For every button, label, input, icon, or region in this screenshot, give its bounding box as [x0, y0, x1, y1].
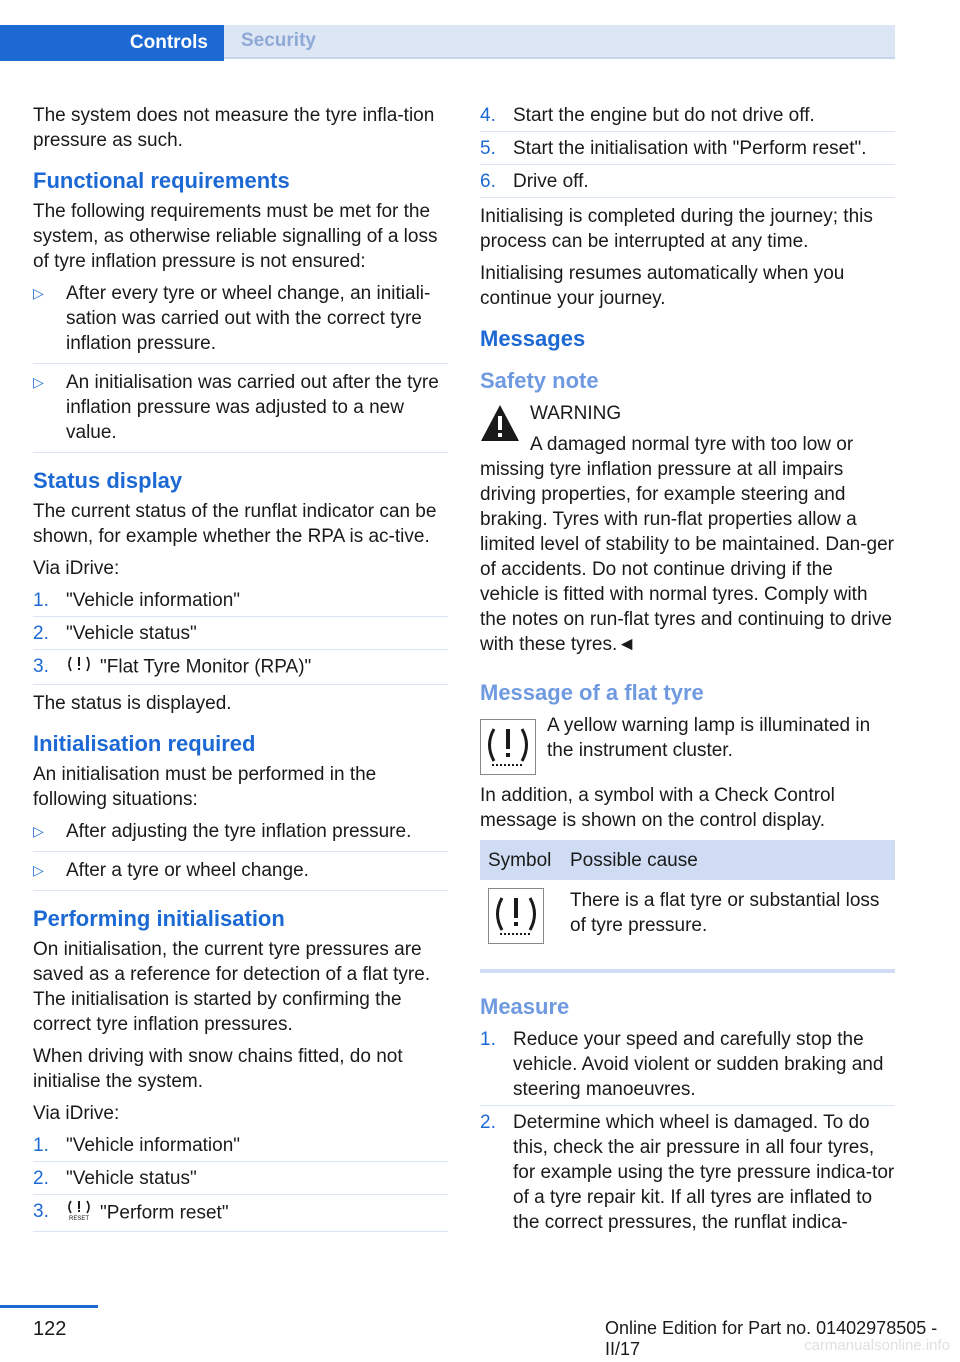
status-display-heading: Status display [33, 468, 183, 493]
functional-requirements-list [33, 281, 448, 453]
right-column [480, 103, 895, 1244]
list-item: ▷ After every tyre or wheel change, an initiali-sation was carried out with the correct tyre inflation pressure. [33, 281, 448, 364]
table-divider [480, 969, 895, 973]
status-result: The status is displayed. [33, 693, 232, 714]
table-cell-symbol [480, 880, 562, 959]
step-number: 6. [480, 171, 496, 192]
step-text: Drive off. [513, 171, 589, 192]
list-item [33, 621, 448, 650]
symbol-table [480, 840, 895, 959]
list-item [33, 1166, 448, 1195]
initialisation-required-heading: Initialisation required [33, 731, 256, 756]
step-text: Start the initialisation with "Perform reset". [513, 138, 867, 159]
table-header-symbol: Symbol [480, 840, 562, 880]
list-item [33, 1199, 448, 1232]
flat-tyre-symbol-icon [488, 928, 544, 949]
measure-heading: Measure [480, 994, 570, 1019]
list-item: ▷ After a tyre or wheel change. [33, 858, 448, 891]
step-text: "Vehicle information" [66, 1135, 241, 1156]
performing-initialisation-heading: Performing initialisation [33, 906, 285, 931]
safety-note-heading: Safety note [480, 368, 599, 393]
step-number: 1. [33, 590, 49, 611]
list-item [480, 1110, 895, 1238]
flat-tyre-warning-lamp-icon [480, 719, 536, 782]
list-item [480, 1027, 895, 1106]
step-text: "Perform reset" [100, 1202, 229, 1224]
list-item [480, 136, 895, 165]
check-control-text: In addition, a symbol with a Check Control message is shown on the control display. [480, 785, 835, 831]
step-text: "Vehicle status" [66, 623, 197, 644]
table-cell-cause: There is a flat tyre or substantial loss of tyre pressure. [570, 890, 880, 936]
step-number: 1. [480, 1029, 496, 1050]
warning-triangle-icon [480, 404, 520, 449]
status-display-text: The current status of the runflat indicator can be shown, for example whether the RPA is ac-tive. [33, 501, 437, 547]
list-item [33, 588, 448, 617]
tab-controls[interactable]: Controls [0, 25, 224, 61]
step-number: 3. [33, 1201, 49, 1222]
status-via-idrive: Via iDrive: [33, 558, 120, 579]
measure-steps [480, 1027, 895, 1238]
initialisation-steps-continued [480, 103, 895, 198]
step-number: 3. [33, 656, 49, 677]
step-number: 4. [480, 105, 496, 126]
initialisation-required-list [33, 819, 448, 891]
step-number: 1. [33, 1135, 49, 1156]
left-column [33, 103, 448, 1238]
page-number: 122 [33, 1318, 67, 1340]
tab-security[interactable]: Security [224, 25, 895, 59]
functional-requirements-text: The following requirements must be met for the system, as otherwise reliable signalling of a loss of tyre inflation pressure is not ensured: [33, 201, 438, 272]
table-header-cause: Possible cause [562, 840, 895, 880]
edition-text: Online Edition for Part no. 01402978505 - II/17 [605, 1318, 938, 1359]
performing-text-2: When driving with snow chains fitted, do not initialise the system. [33, 1046, 403, 1092]
warning-title: WARNING [530, 403, 622, 424]
flat-tyre-lamp-text: A yellow warning lamp is illuminated in the instrument cluster. [547, 715, 871, 761]
footer-accent-line [0, 1305, 98, 1308]
watermark: carmanualsonline.info [804, 1337, 950, 1354]
initialising-resumes-text: Initialising resumes automatically when you continue your journey. [480, 263, 845, 309]
reset-label: RESET [68, 1216, 90, 1221]
performing-via-idrive: Via iDrive: [33, 1103, 120, 1124]
list-item [33, 654, 448, 685]
step-text: "Vehicle status" [66, 1168, 197, 1189]
chapter-tabs [0, 25, 895, 61]
tyre-reset-icon [66, 1199, 92, 1228]
performing-steps [33, 1133, 448, 1232]
warning-block [480, 401, 895, 657]
list-item [480, 103, 895, 132]
list-item [480, 169, 895, 198]
functional-requirements-heading: Functional requirements [33, 168, 290, 193]
status-steps [33, 588, 448, 685]
performing-text-1: On initialisation, the current tyre pressures are saved as a reference for detection of a flat tyre. The initialisation is started by confirming the correct tyre inflation pressures. [33, 939, 431, 1035]
step-number: 2. [33, 1168, 49, 1189]
intro-text: The system does not measure the tyre infla-tion pressure as such. [33, 105, 435, 151]
initialising-completed-text: Initialising is completed during the journey; this process can be interrupted at any time. [480, 206, 873, 252]
warning-first-line: A damaged normal tyre with too low or [530, 434, 854, 455]
step-text: Start the engine but do not drive off. [513, 105, 815, 126]
step-text: "Vehicle information" [66, 590, 241, 611]
messages-heading: Messages [480, 326, 586, 351]
step-number: 5. [480, 138, 496, 159]
warning-text: missing tyre inflation pressure at all impairs driving properties, for example steering and braking. Tyres with run-flat properties allow a limited level of stability to be maintained. Dan-ger of accidents. Do not continue driving if the vehicle is fitted with normal tyres. Comply with the notes on run-flat tyres and continuing to drive with these tyres.◄ [480, 459, 894, 655]
tyre-warning-icon [66, 654, 92, 681]
list-item [33, 1133, 448, 1162]
flat-tyre-lamp-block [480, 713, 895, 775]
step-number: 2. [480, 1112, 496, 1133]
initialisation-required-text: An initialisation must be performed in the following situations: [33, 764, 377, 810]
list-item: ▷ After adjusting the tyre inflation pressure. [33, 819, 448, 852]
table-row [480, 880, 895, 959]
flat-tyre-message-heading: Message of a flat tyre [480, 680, 704, 705]
step-number: 2. [33, 623, 49, 644]
list-item: ▷ An initialisation was carried out after the tyre inflation pressure was adjusted to a new value. [33, 370, 448, 453]
step-text: Determine which wheel is damaged. To do this, check the air pressure in all four tyres, for example using the tyre pressure indica-tor of a tyre repair kit. If all tyres are inflated to the correct pressures, the runflat indica- [513, 1112, 895, 1233]
step-text: "Flat Tyre Monitor (RPA)" [100, 656, 312, 678]
step-text: Reduce your speed and carefully stop the vehicle. Avoid violent or sudden braking and steering manoeuvres. [513, 1029, 884, 1100]
